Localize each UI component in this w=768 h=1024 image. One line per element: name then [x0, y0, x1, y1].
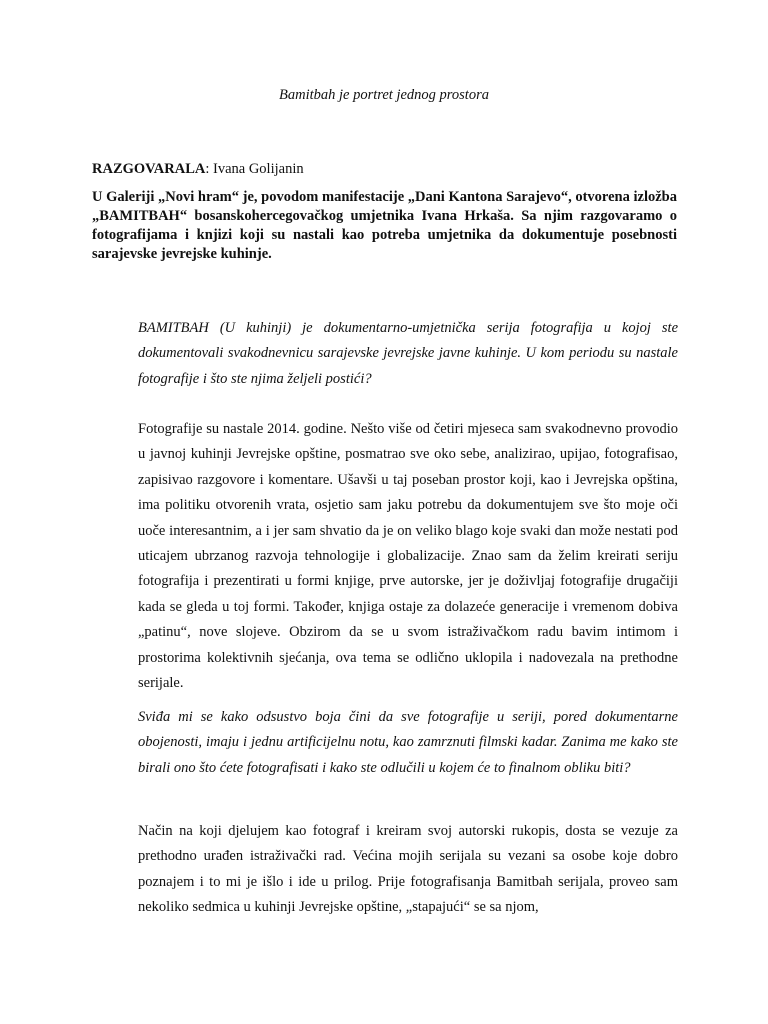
interview-question-1: BAMITBAH (U kuhinji) je dokumentarno-umjetnička serija fotografija u kojoj ste dokumentovali svakodnevnicu sarajevske jevrejske javne kuhinje. U kom periodu su nastale fotografije i što ste njima željeli postići?	[138, 320, 678, 387]
byline	[92, 160, 304, 178]
byline-label: RAZGOVARALA	[92, 161, 206, 177]
interview-answer-2: Način na koji djelujem kao fotograf i kreiram svoj autorski rukopis, dosta se vezuje za prethodno urađen istraživački rad. Većina mojih serijala su vezani sa osobe koje dobro poznajem i to mi je išlo i ide u prilog. Prije fotografisanja Bamitbah serijala, proveo sam nekoliko sedmica u kuhinji Jevrejske opštine, „stapajući“ se sa njom,	[138, 823, 678, 916]
interview-answer-1: Fotografije su nastale 2014. godine. Nešto više od četiri mjeseca sam svakodnevno provodio u javnoj kuhinji Jevrejske opštine, posmatrao sve oko sebe, analizirao, upijao, fotografisao, zapisivao razgovore i komentare. Ušavši u taj poseban prostor koji, kao i Jevrejska opština, ima politiku otvorenih vrata, osjetio sam jaku potrebu da dokumentujem sve što moje oči uoče interesantnim, a i jer sam shvatio da je on veliko blago koje svaki dan može nestati pod uticajem ubrzanog razvoja tehnologije i globalizacije. Znao sam da želim kreirati seriju fotografija i prezentirati u formi knjige, prve autorske, jer je doživljaj fotografije drugačiji kada se gleda u toj formi. Također, knjiga ostaje za dolazeće generacije i vremenom dobiva „patinu“, nove slojeve. Obzirom da se u svom istraživačkom radu bavim intimom i prostorima kolektivnih sjećanja, ova tema se odlično uklopila i nadovezala na prethodne serijale.	[138, 421, 678, 692]
intro-paragraph: U Galeriji „Novi hram“ je, povodom manifestacije „Dani Kantona Sarajevo“, otvorena izložba „BAMITBAH“ bosanskohercegovačkog umjetnika Ivana Hrkaša. Sa njim razgovaramo o fotografijama i knjizi koji su nastali kao potreba umjetnika da dokumentuje posebnosti sarajevske jevrejske kuhinje.	[92, 189, 677, 262]
byline-name: Ivana Golijanin	[213, 161, 304, 177]
article-title: Bamitbah je portret jednog prostora	[279, 87, 489, 103]
byline-separator: :	[205, 161, 213, 177]
interview-question-2: Sviđa mi se kako odsustvo boja čini da sve fotografije u seriji, pored dokumentarne obojenosti, imaju i jednu artificijelnu notu, kao zamrznuti filmski kadar. Zanima me kako ste birali ono što ćete fotografisati i kako ste odlučili u kojem će to finalnom obliku biti?	[138, 709, 678, 776]
